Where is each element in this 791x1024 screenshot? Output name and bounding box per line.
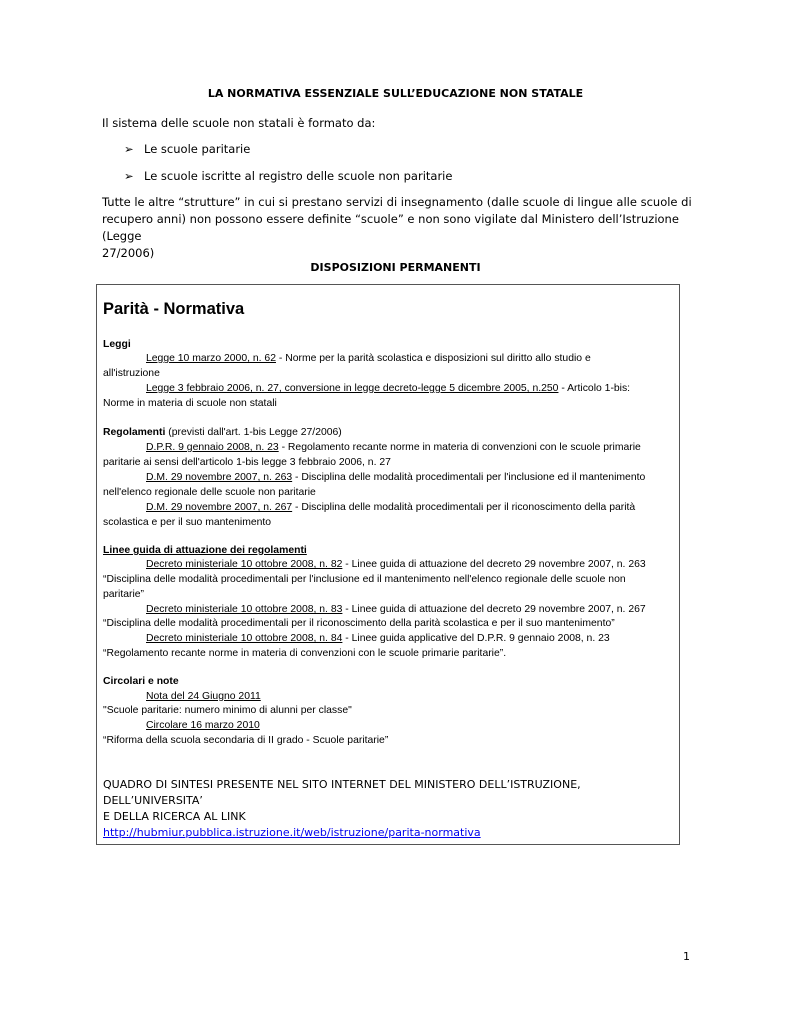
arrow-bullet-icon: ➢ [124, 142, 134, 156]
linee-guida-heading: Linee guida di attuazione dei regolamenti [103, 545, 307, 556]
regolamento-link[interactable]: D.M. 29 novembre 2007, n. 267 [146, 502, 293, 513]
document-title: LA NORMATIVA ESSENZIALE SULL’EDUCAZIONE NON STATALE [207, 87, 584, 100]
list-item-text: Le scuole paritarie [144, 142, 251, 156]
box-title: Parità - Normativa [103, 300, 245, 318]
law-link[interactable]: Legge 10 marzo 2000, n. 62 [146, 353, 276, 364]
arrow-bullet-icon: ➢ [124, 169, 134, 183]
regolamento-link[interactable]: D.P.R. 9 gennaio 2008, n. 23 [146, 442, 279, 453]
circolare-link[interactable]: Circolare 16 marzo 2010 [146, 720, 260, 731]
circolare-link[interactable]: Nota del 24 Giugno 2011 [146, 691, 261, 702]
regolamento-entry: D.M. 29 novembre 2007, n. 267 - Disciplina delle modalità procedimentali per il riconoscimento della parità [146, 502, 636, 513]
circolare-entry [103, 689, 261, 704]
normativa-box: Parità - Normativa Leggi Legge 10 marzo 2000, n. 62 - Norme per la parità scolastica e disposizioni sul diritto allo studio e all'istruzione Legge 3 febbraio 2006, n. 27, conversione in legge decreto-legge 5 dicembre 2005, n.250 - Articolo 1-bis: Norme in materia di scuole non statali Regolamenti (previsti dall'art. 1-bis Legge 27/2006) D.P.R. 9 gennaio 2008, n. 23 - Regolamento recante norme in materia di convenzioni con le scuole primarie paritarie ai sensi dell'articolo 1-bis legge 3 febbraio 2006, n. 27 D.M. 29 novembre 2007, n. 263 - Disciplina delle modalità procedimentali per l'inclusione ed il mantenimento nell'elenco regionale delle scuole non paritarie D.M. 29 novembre 2007, n. 267 - Disciplina delle modalità procedimentali per il riconoscimento della parità scolastica e per il suo mantenimento Linee guida di attuazione dei regolamenti Decreto ministeriale 10 ottobre 2008, n. 82 - Linee guida di attuazione del decreto 29 novembre 2007, n. 263 “Disciplina delle modalità procedimentali per l'inclusione ed il mantenimento nell'elenco regionale delle scuole non paritarie” Decreto ministeriale 10 ottobre 2008, n. 83 - Linee guida di attuazione del decreto 29 novembre 2007, n. 267 “Disciplina delle modalità procedimentali per il riconoscimento della parità scolastica e per il suo mantenimento” Decreto ministeriale 10 ottobre 2008, n. 84 - Linee guida applicative del D.P.R. 9 gennaio 2008, n. 23 “Regolamento recante norme in materia di convenzioni con le scuole primarie paritarie”. Circolari e note Nota del 24 Giugno 2011 "Scuole paritarie: numero minimo di alunni per classe" Circolare 16 marzo 2010 “Riforma della scuola secondaria di II grado - Scuole paritarie” QUADRO DI SINTESI PRESENTE NEL SITO INTERNET DEL MINISTERO DELL’ISTRUZIONE, DELL’UNIVERSITA’ E DELLA RICERCA AL LINK http://hubmiur.pubblica.istruzione.it/web/istruzione/parita-normativa [96, 284, 680, 845]
list-item [124, 168, 452, 185]
list-item-text: Le scuole iscritte al registro delle scuole non paritarie [144, 169, 453, 183]
circolare-entry [103, 718, 260, 733]
leggi-heading: Leggi [103, 339, 131, 350]
intro-text: Il sistema delle scuole non statali è formato da: [102, 116, 376, 130]
paragraph [102, 194, 702, 262]
decreto-link[interactable]: Decreto ministeriale 10 ottobre 2008, n. 82 [146, 559, 343, 570]
law-entry: Legge 3 febbraio 2006, n. 27, conversione in legge decreto-legge 5 dicembre 2005, n.250 - Articolo 1-bis: [146, 383, 631, 394]
ministry-link[interactable]: http://hubmiur.pubblica.istruzione.it/web/istruzione/parita-normativa [103, 826, 481, 839]
decreto-link[interactable]: Decreto ministeriale 10 ottobre 2008, n. 83 [146, 604, 343, 615]
section-title: DISPOSIZIONI PERMANENTI [310, 261, 481, 274]
regolamento-entry: D.P.R. 9 gennaio 2008, n. 23 - Regolamento recante norme in materia di convenzioni con le scuole primarie [146, 442, 641, 453]
law-link[interactable]: Legge 3 febbraio 2006, n. 27, conversione in legge decreto-legge 5 dicembre 2005, n.250 [146, 383, 559, 394]
linee-guida-entry: Decreto ministeriale 10 ottobre 2008, n. 82 - Linee guida di attuazione del decreto 29 novembre 2007, n. 263 [146, 559, 646, 570]
page-number: 1 [683, 950, 690, 963]
paragraph-line: recupero anni) non possono essere definite “scuole” e non sono vigilate dal Ministero dell’Istruzione (Legge [102, 212, 679, 243]
linee-guida-entry: Decreto ministeriale 10 ottobre 2008, n. 84 - Linee guida applicative del D.P.R. 9 gennaio 2008, n. 23 [146, 633, 610, 644]
quadro-sintesi: QUADRO DI SINTESI PRESENTE NEL SITO INTERNET DEL MINISTERO DELL’ISTRUZIONE, DELL’UNIVERSITA’ E DELLA RICERCA AL LINK http://hubmiur.pubblica.istruzione.it/web/istruzione/parita-normativa [103, 778, 581, 839]
regolamenti-heading: Regolamenti (previsti dall'art. 1-bis Legge 27/2006) [103, 427, 342, 438]
regolamento-link[interactable]: D.M. 29 novembre 2007, n. 263 [146, 472, 293, 483]
list-item [124, 141, 250, 158]
linee-guida-entry: Decreto ministeriale 10 ottobre 2008, n. 83 - Linee guida di attuazione del decreto 29 novembre 2007, n. 267 [146, 604, 646, 615]
decreto-link[interactable]: Decreto ministeriale 10 ottobre 2008, n. 84 [146, 633, 343, 644]
regolamento-entry: D.M. 29 novembre 2007, n. 263 - Disciplina delle modalità procedimentali per l'inclusione ed il mantenimento [146, 472, 646, 483]
paragraph-line: Tutte le altre “strutture” in cui si prestano servizi di insegnamento (dalle scuole di lingue alle scuole di [102, 195, 692, 209]
law-entry: Legge 10 marzo 2000, n. 62 - Norme per la parità scolastica e disposizioni sul diritto allo studio e [146, 353, 591, 364]
paragraph-line: 27/2006) [102, 246, 155, 260]
circolari-heading: Circolari e note [103, 676, 179, 687]
